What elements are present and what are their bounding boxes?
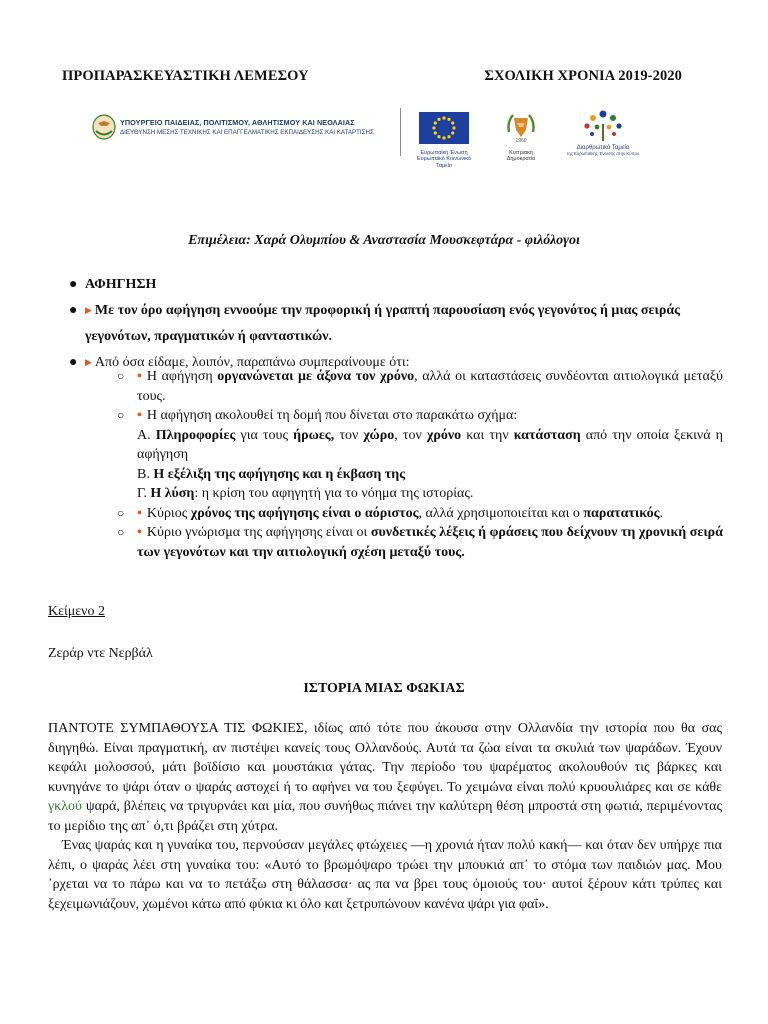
structure-part-c: Γ. Η λύση: η κρίση του αφηγητή για το νόημα της ιστορίας. — [137, 486, 474, 501]
structure-part-b: Β. Η εξέλιξη της αφήγησης και η έκβαση της — [137, 466, 406, 482]
sub-list — [117, 367, 723, 562]
author-name: Ζεράρ ντε Νερβάλ — [48, 646, 153, 661]
structural-funds-caption: Διαρθρωτικά Ταμεία της Ευρωπαϊκής Ένωσης στην Κύπρο — [566, 145, 640, 156]
bullet-icon: ● — [69, 355, 78, 370]
list-item — [64, 298, 724, 350]
cyprus-emblem-icon — [92, 114, 116, 140]
eu-caption: Ευρωπαϊκή Ένωση Ευρωπαϊκό Κοινωνικό Ταμείο — [416, 150, 472, 169]
main-bullet-list — [64, 272, 724, 376]
structure-part-a: Α. Πληροφορίες για τους ήρωες, τον χώρο, τον χρόνο και την κατάσταση από την οποία ξεκινά η αφήγηση — [137, 427, 724, 462]
list-item — [64, 272, 724, 298]
cyprus-coat-of-arms-icon — [504, 110, 538, 144]
orange-dot-icon: • — [137, 408, 142, 423]
school-year: ΣΧΟΛΙΚΗ ΧΡΟΝΙΑ 2019-2020 — [484, 68, 682, 84]
circle-bullet-icon: ○ — [117, 525, 125, 539]
story-paragraph: ΠΑΝΤΟΤΕ ΣΥΜΠΑΘΟΥΣΑ ΤΙΣ ΦΩΚΙΕΣ, ιδίως από τότε που άκουσα στην Ολλανδία την ιστορία που θα σας διηγηθώ. Είναι πραγματική, αν πιστέψει κανείς τους Ολλανδούς. Αυτά τα ζώα είναι τα σκυλιά των ψαράδων. Έχουν κεφάλι μολοσσού, μάτι βοϊδίσιο και μουστάκια γάτας. Την περίοδο του ψαρέματος ακολουθούν τις βάρκες και κυνηγάνε το ψάρι όταν ο ψαράς αστοχεί ή το αφήνει να του ξεφύγει. Το χειμώνα είναι πολύ κρυουλιάρες και σε κάθε γκλού ψαρά, βλέπεις να τριγυρνάει και μία, που συνήθως πιάνει την καλύτερη θέση μπροστά στη φωτιά, περιμένοντας το μερίδιο της απ᾽ ό,τι βράζει στη χύτρα. — [48, 721, 722, 834]
story-body — [48, 719, 722, 914]
circle-bullet-icon: ○ — [117, 408, 125, 422]
circle-bullet-icon: ○ — [117, 505, 125, 520]
orange-dot-icon: • — [137, 505, 142, 521]
orange-dot-icon: • — [137, 369, 142, 384]
bullet-icon: ● — [69, 303, 78, 318]
sub-list-item: ○ • Η αφήγηση ακολουθεί τη δομή που δίνεται στο παρακάτω σχήμα: — [117, 406, 723, 426]
structural-funds-logo — [562, 108, 644, 156]
eu-logo — [414, 112, 474, 169]
story-paragraph: Ένας ψαράς και η γυναίκα του, περνούσαν μεγάλες φτώχειες —η χρονιά ήταν πολύ κακή— και όταν δεν υπήρχε πια λέπι, ο ψαράς λέει στη γυναίκα του: «Αυτό το βρωμόψαρο τρώει την μπουκιά απ᾽ το στόμα των παιδιών μας. Μου ᾽ρχεται να το πάρω και να το πετάξω στη θάλασσα· ας πα να βρει τους όμοιούς του· αυτοί ξέρουν κάτι τρύπες και ξεχειμωνιάζουν, χωμένοι κάτω από φύκια κι όλο και ξετρυπώνουν κανένα ψάρι για φαΐ». — [48, 838, 722, 912]
orange-arrow-icon: ▶ — [85, 357, 92, 367]
sub-list-item: ○ • Κύριο γνώρισμα της αφήγησης είναι οι συνδετικές λέξεις ή φράσεις που δείχνουν τη χρονική σειρά των γεγονότων και την αιτιολογική σχέση μεταξύ τους. — [117, 525, 723, 560]
bullet-icon: ● — [69, 277, 78, 292]
ministry-subtitle: ΔΙΕΥΘΥΝΣΗ ΜΕΣΗΣ ΤΕΧΝΙΚΗΣ ΚΑΙ ΕΠΑΓΓΕΛΜΑΤΙΚΗΣ ΕΚΠΑΙΔΕΥΣΗΣ ΚΑΙ ΚΑΤΑΡΤΙΣΗΣ — [120, 129, 374, 136]
section-heading: ΑΦΗΓΗΣΗ — [85, 277, 157, 292]
editor-credit: Επιμέλεια: Χαρά Ολυμπίου & Αναστασία Μουσκεφτάρα - φιλόλογοι — [188, 233, 580, 248]
logo-divider — [400, 108, 401, 156]
svg-text:1960: 1960 — [515, 138, 527, 144]
cyprus-logo — [496, 110, 546, 162]
eu-flag-icon — [419, 112, 469, 144]
school-name: ΠΡΟΠΑΡΑΣΚΕΥΑΣΤΙΚΗ ΛΕΜΕΣΟΥ — [62, 68, 309, 84]
logos-banner — [92, 108, 652, 169]
conclusion-text: Από όσα είδαμε, λοιπόν, παραπάνω συμπεραίνουμε ότι: — [94, 355, 410, 370]
ministry-logo — [92, 114, 374, 140]
orange-dot-icon: • — [137, 525, 142, 540]
circle-bullet-icon: ○ — [117, 369, 125, 383]
sub-list-item: ○ • Η αφήγηση οργανώνεται με άξονα τον χρόνο, αλλά οι καταστάσεις συνδέονται αιτιολογικά μεταξύ τους. — [117, 369, 723, 404]
igloo-link[interactable]: γκλού — [48, 799, 82, 814]
orange-arrow-icon: ▶ — [85, 305, 92, 315]
sub-list-item: ○ • Κύριος χρόνος της αφήγησης είναι ο αόριστος, αλλά χρησιμοποιείται και ο παρατατικός. — [117, 504, 723, 524]
ministry-title: ΥΠΟΥΡΓΕΙΟ ΠΑΙΔΕΙΑΣ, ΠΟΛΙΤΙΣΜΟΥ, ΑΘΛΗΤΙΣΜΟΥ ΚΑΙ ΝΕΟΛΑΙΑΣ — [120, 118, 355, 127]
structural-funds-tree-icon — [578, 108, 628, 142]
text-label: Κείμενο 2 — [48, 604, 105, 619]
story-title: ΙΣΤΟΡΙΑ ΜΙΑΣ ΦΩΚΙΑΣ — [303, 681, 465, 696]
document-header — [62, 68, 682, 85]
definition-text: Με τον όρο αφήγηση εννοούμε την προφορική ή γραπτή παρουσίαση ενός γεγονότος ή μιας σειράς γεγονότων, πραγματικών ή φανταστικών. — [85, 303, 681, 344]
cyprus-caption: Κυπριακή Δημοκρατία — [506, 150, 536, 162]
